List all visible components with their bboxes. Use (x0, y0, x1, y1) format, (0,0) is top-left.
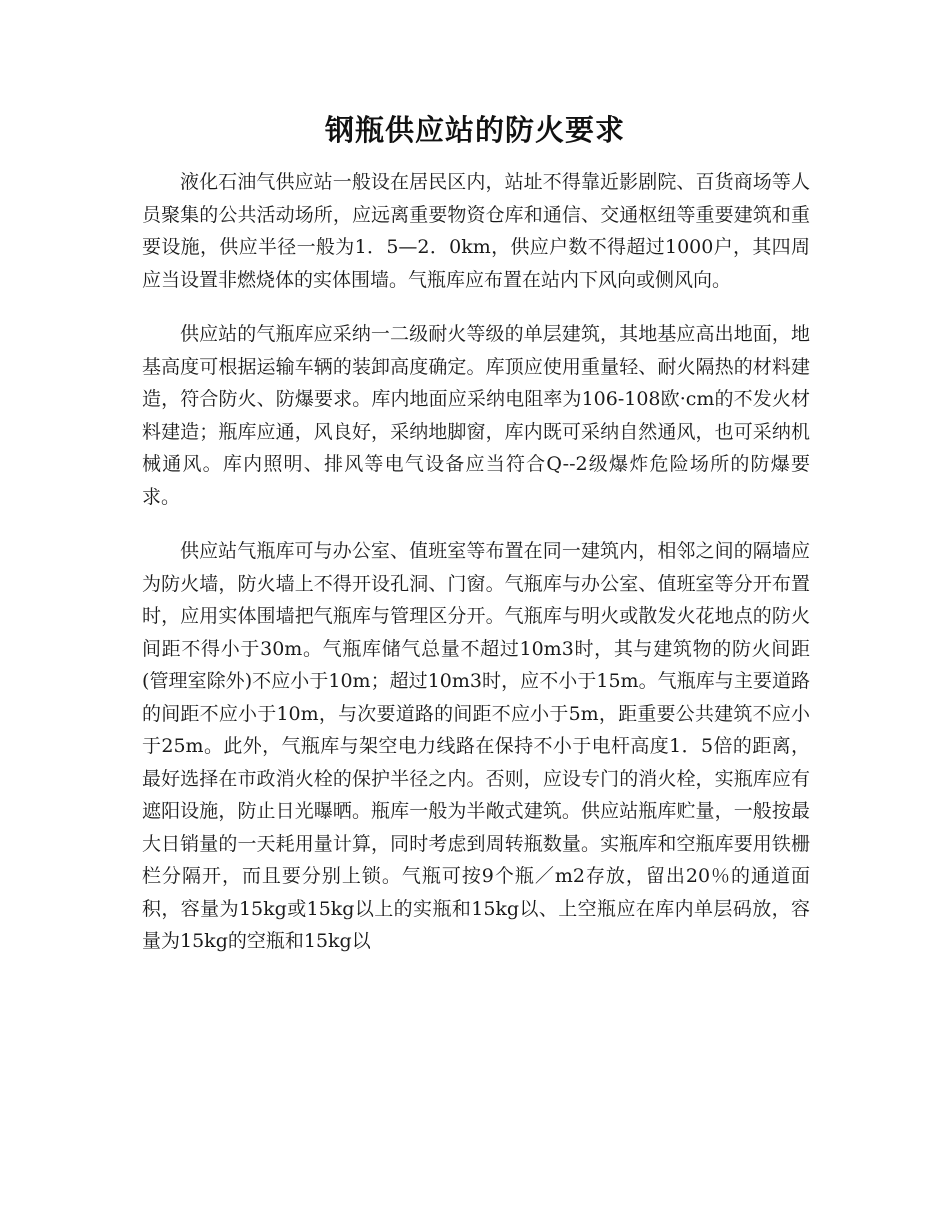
page-title: 钢瓶供应站的防火要求 (324, 113, 625, 147)
paragraph-cylinder-warehouse-construction: 供应站的气瓶库应采纳一二级耐火等级的单层建筑，其地基应高出地面，地基高度可根据运输车辆的装卸高度确定。库顶应使用重量轻、耐火隔热的材料建造，符合防火、防爆要求。库内地面应采纳电阻率为106-108欧·cm的不发火材料建造；瓶库应通，风良好，采纳地脚窗，库内既可采纳自然通风，也可采纳机械通风。库内照明、排风等电气设备应当符合Q--2级爆炸危险场所的防爆要求。 (142, 323, 810, 508)
document-body (142, 166, 810, 958)
paragraph-fire-separation-distances: 供应站气瓶库可与办公室、值班室等布置在同一建筑内，相邻之间的隔墙应为防火墙，防火墙上不得开设孔洞、门窗。气瓶库与办公室、值班室等分开布置时，应用实体围墙把气瓶库与管理区分开。气瓶库与明火或散发火花地点的防火间距不得小于30m。气瓶库储气总量不超过10m3时，其与建筑物的防火间距(管理室除外)不应小于10m；超过10m3时，应不小于15m。气瓶库与主要道路的间距不应小于10m，与次要道路的间距不应小于5m，距重要公共建筑不应小于25m。此外，气瓶库与架空电力线路在保持不小于电杆高度1．5倍的距离，最好选择在市政消火栓的保护半径之内。否则，应设专门的消火栓，实瓶库应有遮阳设施，防止日光曝晒。瓶库一般为半敞式建筑。供应站瓶库贮量，一般按最大日销量的一天耗用量计算，同时考虑到周转瓶数量。实瓶库和空瓶库要用铁栅栏分隔开，而且要分别上锁。气瓶可按9个瓶／m2存放，留出20％的通道面积，容量为15kg或15kg以上的实瓶和15kg以、上空瓶应在库内单层码放，容量为15kg的空瓶和15kg以 (142, 540, 810, 952)
paragraph-site-location: 液化石油气供应站一般设在居民区内，站址不得靠近影剧院、百货商场等人员聚集的公共活动场所，应远离重要物资仓库和通信、交通枢纽等重要建筑和重要设施，供应半径一般为1．5—2．0km，供应户数不得超过1000户，其四周应当设置非燃烧体的实体围墙。气瓶库应布置在站内下风向或侧风向。 (142, 171, 810, 291)
